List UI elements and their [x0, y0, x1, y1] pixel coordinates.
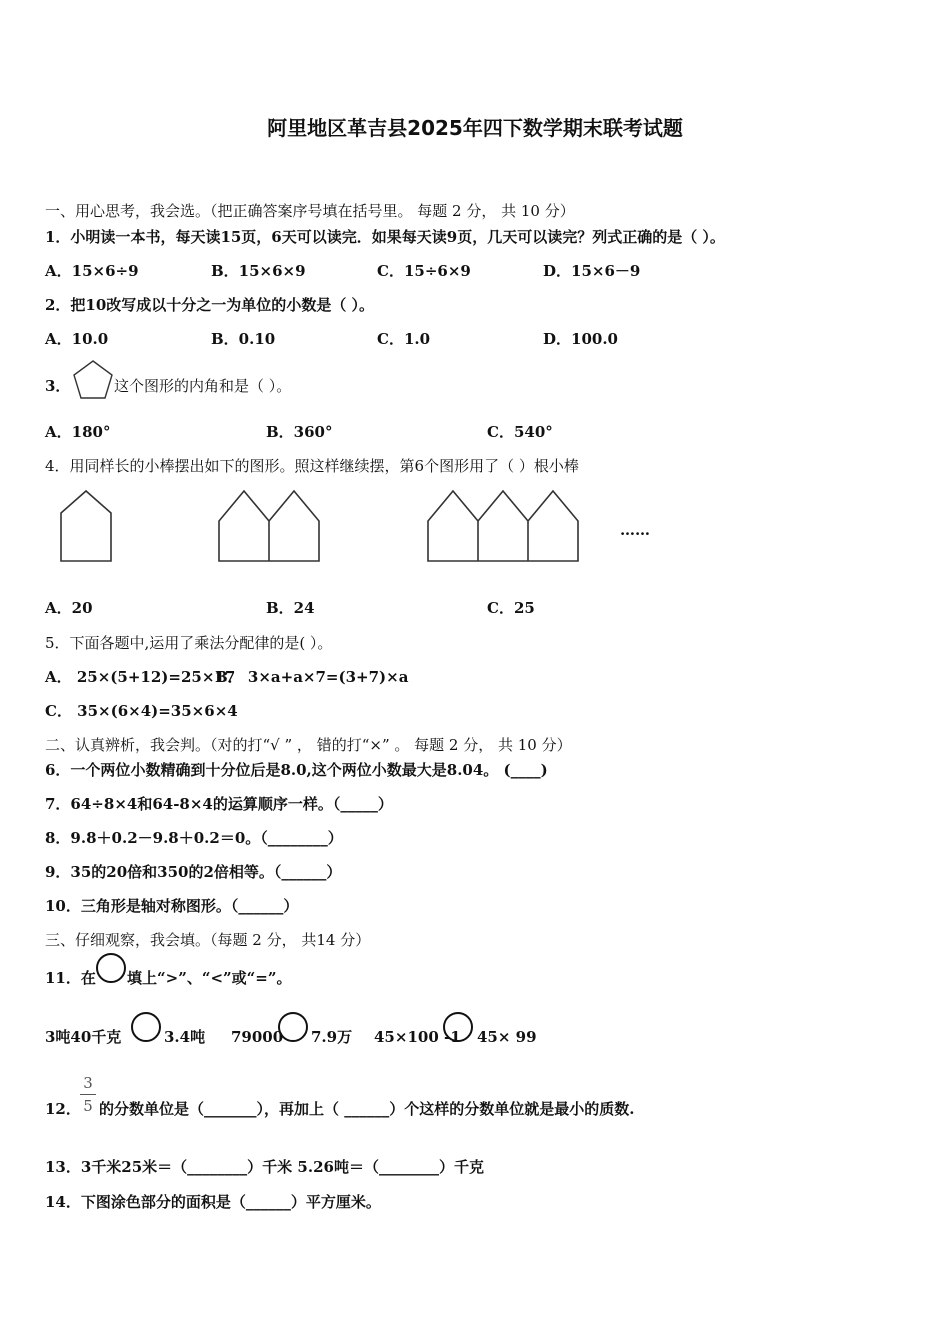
question-3-number: 3． [45, 377, 71, 395]
q2-option-d: D．100.0 [543, 330, 618, 348]
fraction [80, 1074, 96, 1115]
question-9: 9．35的20倍和350的2倍相等。（______） [45, 863, 342, 881]
section-1-heading: 一、用心思考，我会选。（把正确答案序号填在括号里。 每题 2 分， 共 10 分） [45, 202, 575, 220]
q3-option-c: C．540° [487, 423, 553, 441]
q4-option-b: B．24 [266, 599, 315, 617]
question-7: 7．64÷8×4和64-8×4的运算顺序一样。（_____） [45, 795, 393, 813]
q11-pair1-left: 3吨40千克 [45, 1028, 122, 1046]
question-1-stem: 1．小明读一本书，每天读15页，6天可以读完．如果每天读9页，几天可以读完？列式正确的是（ ）。 [45, 228, 725, 246]
fraction-denominator: 5 [83, 1097, 93, 1115]
question-5-stem: 5．下面各题中,运用了乘法分配律的是( ）。 [45, 634, 333, 652]
q4-option-a: A．20 [45, 599, 93, 617]
question-2-stem: 2．把10改写成以十分之一为单位的小数是（ ）。 [45, 296, 375, 314]
q11-pair2-right: 7.9万 [311, 1028, 353, 1046]
question-3-stem: 这个图形的内角和是（ ）。 [114, 377, 292, 395]
q1-option-b: B．15×6×9 [211, 262, 306, 280]
compare-circle-icon [277, 1011, 309, 1043]
q2-option-b: B．0.10 [211, 330, 276, 348]
page-title: 阿里地区革吉县2025年四下数学期末联考试题 [267, 116, 683, 140]
stick-house-1 [60, 490, 114, 562]
fraction-bar [80, 1094, 96, 1095]
question-14: 14．下图涂色部分的面积是（______）平方厘米。 [45, 1193, 381, 1211]
q5-option-c: C． 35×(6×4)=35×6×4 [45, 702, 238, 720]
stick-house-3 [427, 490, 583, 562]
question-4-stem: 4．用同样长的小棒摆出如下的图形。照这样继续摆，第6个图形用了（ ）根小棒 [45, 457, 579, 475]
question-12-text: 的分数单位是（_______），再加上（ ______）个这样的分数单位就是最小的质数. [99, 1100, 635, 1118]
q11-pair3-right: 45× 99 [477, 1028, 537, 1046]
question-12-number: 12． [45, 1100, 81, 1118]
fraction-numerator: 3 [83, 1074, 93, 1092]
q3-option-b: B．360° [266, 423, 333, 441]
question-11-text: 填上“>”、“<”或“=”。 [127, 969, 292, 987]
q5-option-b: B． 3×a+a×7=(3+7)×a [215, 668, 409, 686]
compare-circle-icon [442, 1011, 474, 1043]
question-11-number: 11．在 [45, 969, 96, 987]
q2-option-a: A．10.0 [45, 330, 109, 348]
question-10: 10．三角形是轴对称图形。（______） [45, 897, 299, 915]
section-3-heading: 三、仔细观察，我会填。（每题 2 分， 共14 分） [45, 931, 371, 949]
question-13: 13．3千米25米＝（________）千米 5.26吨＝（________）千克 [45, 1158, 484, 1176]
q11-pair3-left: 45×100 -1 [374, 1028, 461, 1046]
stick-house-2 [218, 490, 324, 562]
q5-option-a: A． 25×(5+12)=25×17 [45, 668, 236, 686]
pentagon-figure [72, 360, 114, 400]
question-8: 8．9.8＋0.2－9.8＋0.2＝0。（________） [45, 829, 343, 847]
continuation-dots: …… [620, 521, 650, 539]
q4-option-c: C．25 [487, 599, 535, 617]
q2-option-c: C．1.0 [377, 330, 431, 348]
compare-circle-icon [130, 1011, 162, 1043]
q3-option-a: A．180° [45, 423, 111, 441]
q1-option-c: C．15÷6×9 [377, 262, 471, 280]
circle-blank-icon [95, 952, 127, 984]
q1-option-d: D．15×6－9 [543, 262, 641, 280]
section-2-heading: 二、认真辨析，我会判。（对的打“√ ” ， 错的打“×” 。 每题 2 分， 共 10 分） [45, 736, 572, 754]
q11-pair1-right: 3.4吨 [164, 1028, 206, 1046]
q1-option-a: A．15×6÷9 [45, 262, 139, 280]
question-6: 6．一个两位小数精确到十分位后是8.0,这个两位小数最大是8.04。 (____) [45, 761, 548, 779]
q11-pair2-left: 79000 [231, 1028, 284, 1046]
